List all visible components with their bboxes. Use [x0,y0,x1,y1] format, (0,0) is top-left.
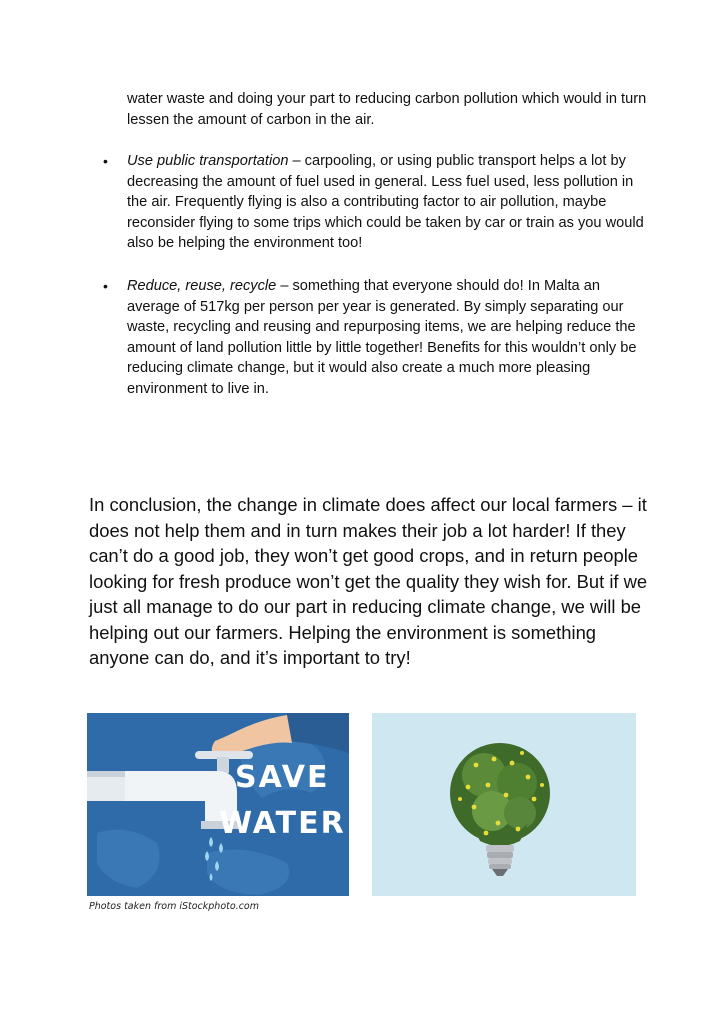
green-bulb-image [372,713,636,896]
save-water-image [87,713,349,896]
photo-credit-caption: Photos taken from iStockphoto.com [89,901,259,912]
bulb-illustration [372,713,636,896]
conclusion-paragraph: In conclusion, the change in climate does affect our local farmers – it does not help them and in turn makes their job a lot harder! If they can’t do a good job, they won’t get good crops, and in return people looking for fresh produce won’t get the quality they wish for. But if we just all manage to do our part in reducing climate change, we will be helping out our farmers. Helping the environment is something anyone can do, and it’s important to try! [89,494,648,668]
tips-list [103,151,647,422]
list-item-recycle [103,276,647,400]
bullet-icon: • [103,277,108,294]
faucet-illustration [87,713,349,896]
bullet-icon: • [103,153,108,169]
bullet-text: – something that everyone should do! In Malta an average of 517kg per person per year is generated. By simply separating our waste, recycling and reusing and repurposing items, we are helping reduce the amount of land pollution little by little together! Benefits for this wouldn’t only be reducing climate change, but it would also create a much more pleasing environment to live in. [127,277,637,397]
bullet-text: – carpooling, or using public transport helps a lot by decreasing the amount of fuel used in general. Less fuel used, less pollution in the air. Frequently flying is also a contributing factor to air pollution, maybe reconsider flying to some trips which could be taken by car or train as you would also be helping the environment too! [127,153,644,252]
bullet-lead: Reduce, reuse, recycle [127,277,277,294]
save-label: SAVE [235,760,330,795]
water-label: WATER [219,806,346,841]
bullet-lead: Use public transportation [127,153,289,169]
list-item-public-transport [103,151,647,254]
continuation-paragraph: water waste and doing your part to reducing carbon pollution which would in turn lessen the amount of carbon in the air. [127,91,647,128]
